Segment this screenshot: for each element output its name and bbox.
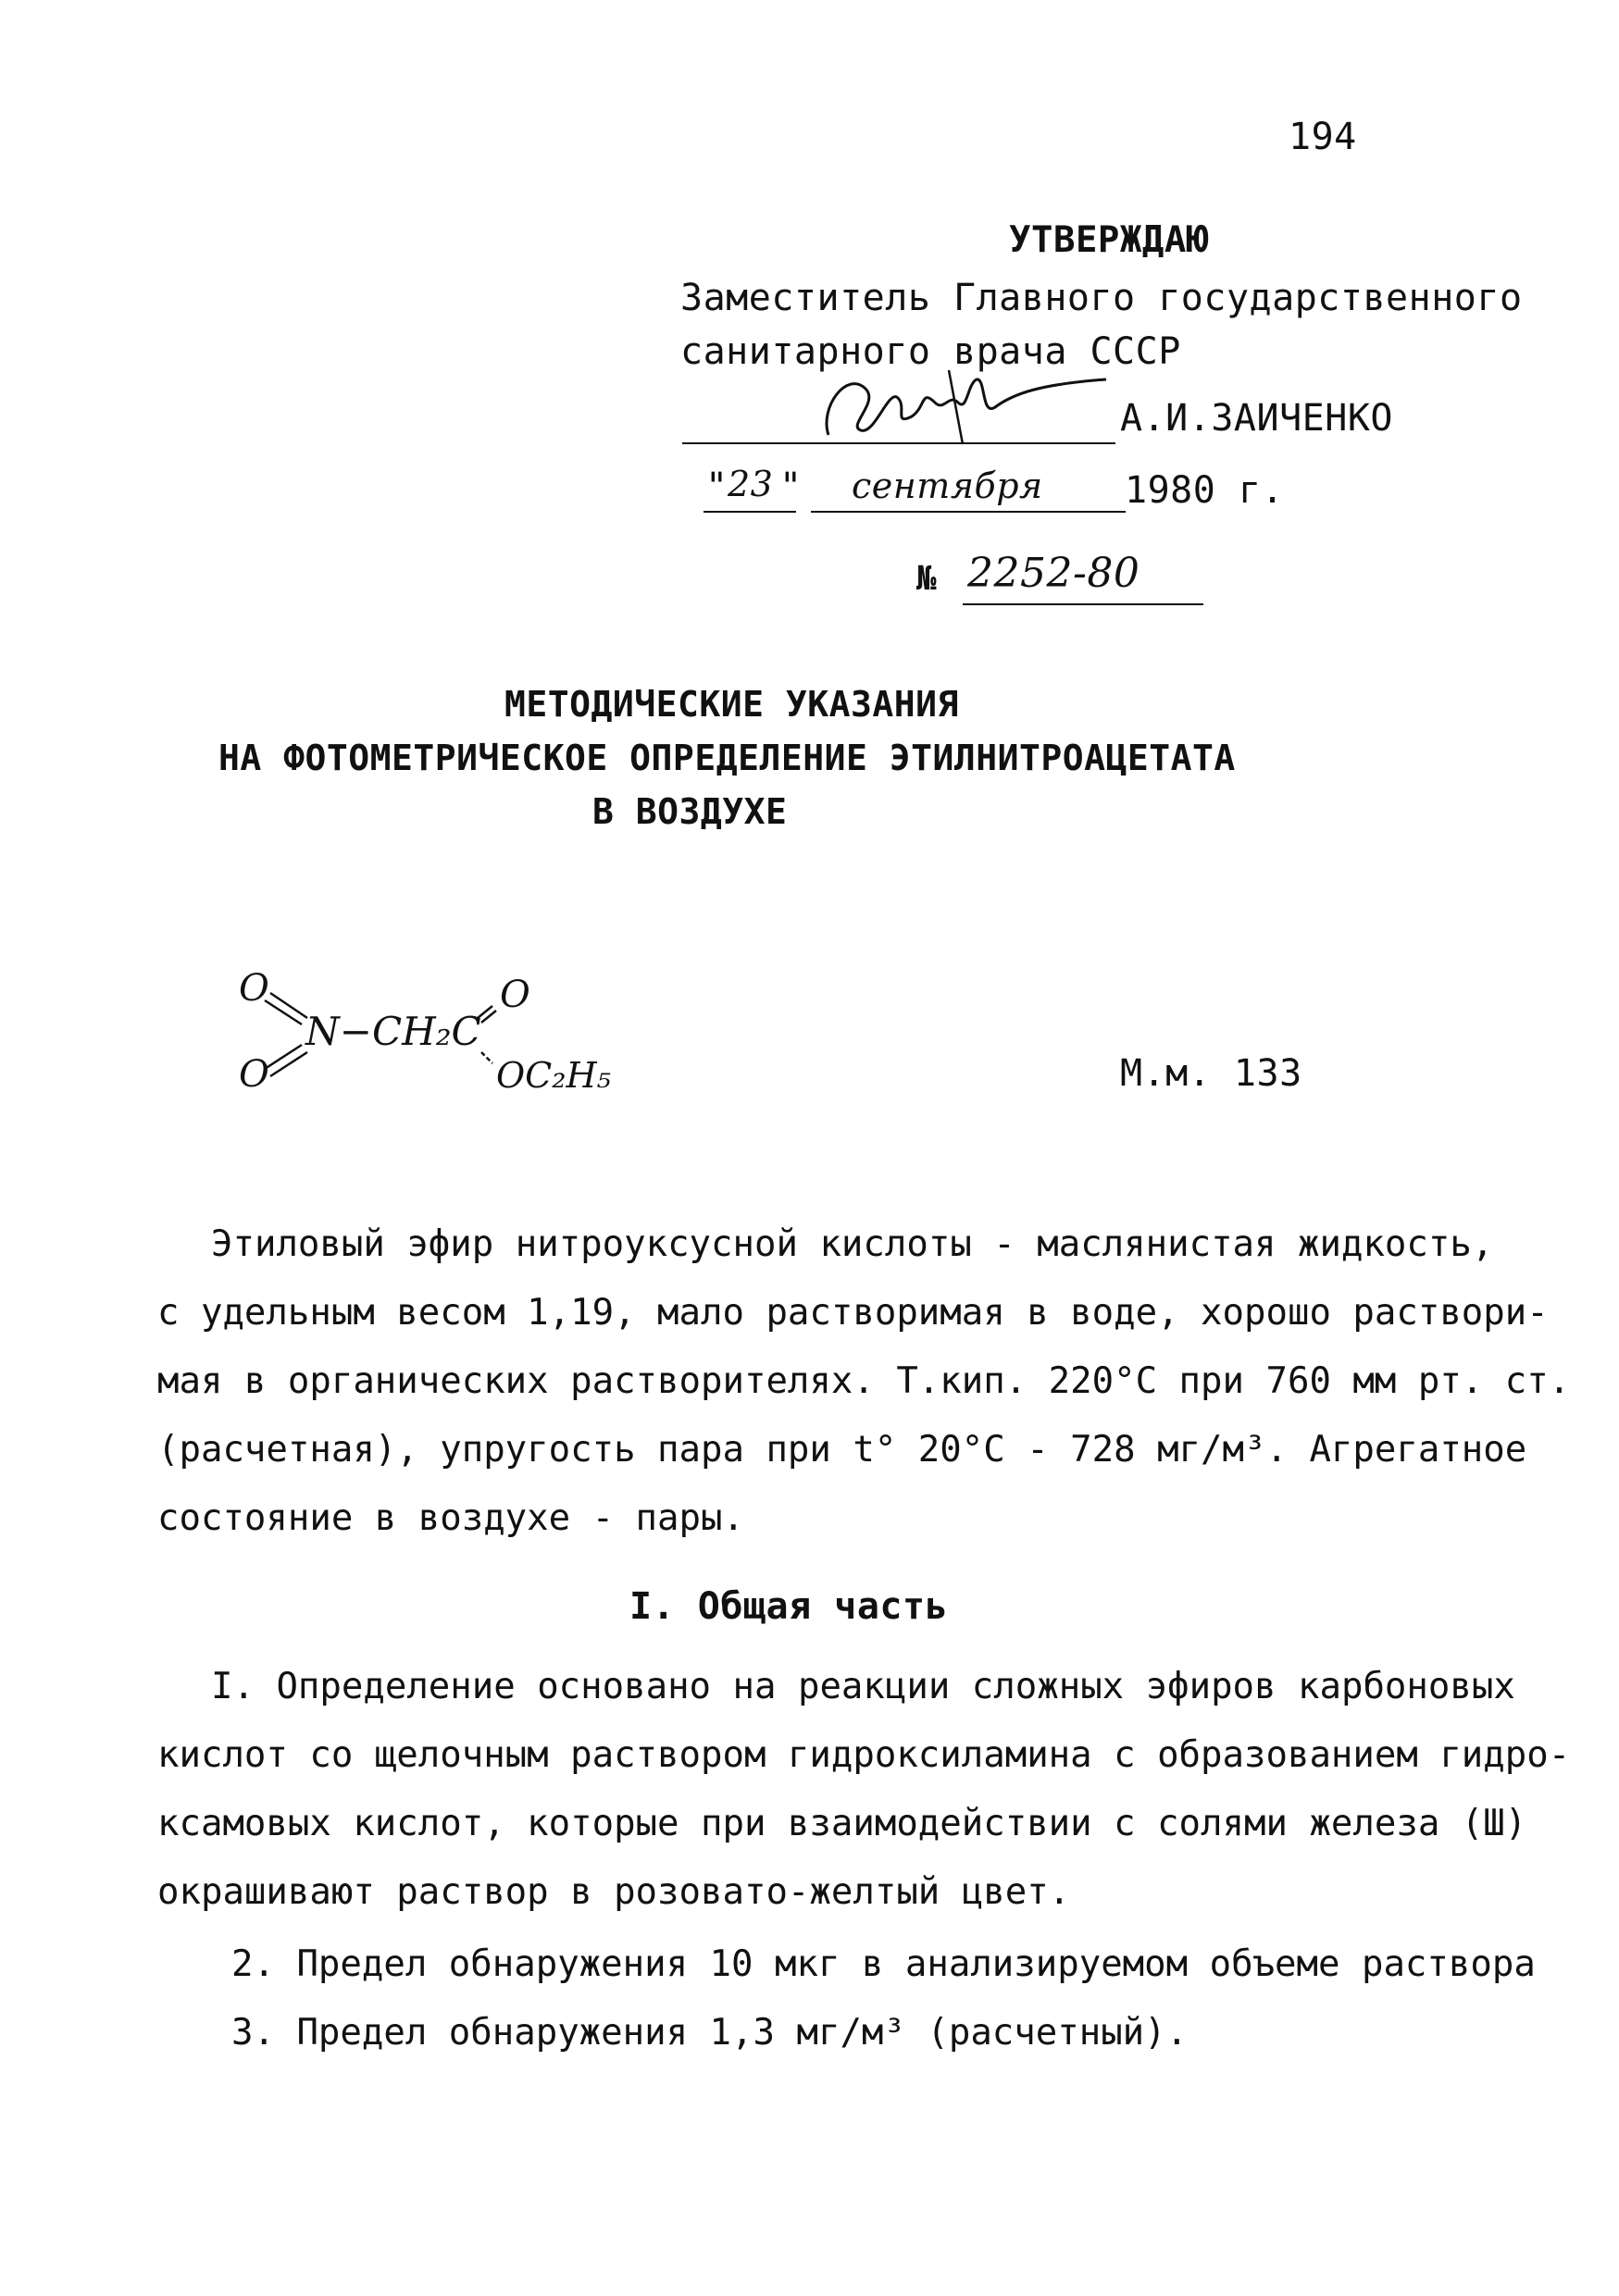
handwritten-signature [810,352,1115,453]
item-2: 2. Предел обнаружения 10 мкг в анализируемом объеме раствора [231,1943,1536,1985]
date-day: 23 [728,464,774,504]
date-month: сентября [852,465,1043,506]
item-3: 3. Предел обнаружения 1,3 мг/м³ (расчетный). [231,2012,1189,2054]
description-line-1: Этиловый эфир нитроуксусной кислоты - маслянистая жидкость, [211,1223,1494,1265]
date-close-quote: " [779,465,803,508]
approval-line-2: санитарного врача СССР [680,330,1181,373]
date-year: 1980 г. [1125,469,1285,512]
description-line-3: мая в органических растворителях. Т.кип. 220°С при 760 мм рт. ст. [157,1360,1571,1402]
item-1-line-4: окрашивают раствор в розовато-желтый цвет. [157,1871,1071,1913]
title-line-1: МЕТОДИЧЕСКИЕ УКАЗАНИЯ [504,684,959,725]
title-line-2: НА ФОТОМЕТРИЧЕСКОЕ ОПРЕДЕЛЕНИЕ ЭТИЛНИТРОАЦЕТАТА [218,738,1236,778]
formula-o-top: O [239,967,269,1010]
formula-o-right: O [500,974,530,1016]
page-number: 194 [1289,116,1357,158]
description-line-4: (расчетная), упругость пара при t° 20°С - 728 мг/м³. Агрегатное [157,1429,1527,1471]
description-line-5: состояние в воздухе - пары. [157,1497,744,1539]
title-line-3: В ВОЗДУХЕ [592,791,788,832]
formula-chain: N−CH₂C [305,1009,481,1054]
molar-mass: М.м. 133 [1120,1052,1302,1095]
registration-number: 2252-80 [967,550,1140,597]
formula-o-bottom: O [239,1053,269,1096]
approval-heading: УТВЕРЖДАЮ [1009,219,1209,261]
item-1-line-1: I. Определение основано на реакции сложных эфиров карбоновых [211,1666,1515,1707]
approval-line-1: Заместитель Главного государственного [680,277,1523,319]
item-1-line-3: ксамовых кислот, которые при взаимодействии с солями железа (Ш) [157,1803,1527,1844]
date-open-quote: " [705,465,729,508]
number-prefix: № [916,560,938,598]
number-underline [963,603,1203,605]
signer-name: А.И.ЗАИЧЕНКО [1120,397,1393,440]
date-day-underline [704,511,796,513]
date-month-underline [811,511,1126,513]
section-title: I. Общая часть [629,1585,949,1628]
description-line-2: с удельным весом 1,19, мало растворимая в воде, хорошо раствори- [157,1292,1549,1334]
formula-ethoxy: OC₂H₅ [496,1055,611,1096]
item-1-line-2: кислот со щелочным раствором гидроксиламина с образованием гидро- [157,1734,1571,1776]
